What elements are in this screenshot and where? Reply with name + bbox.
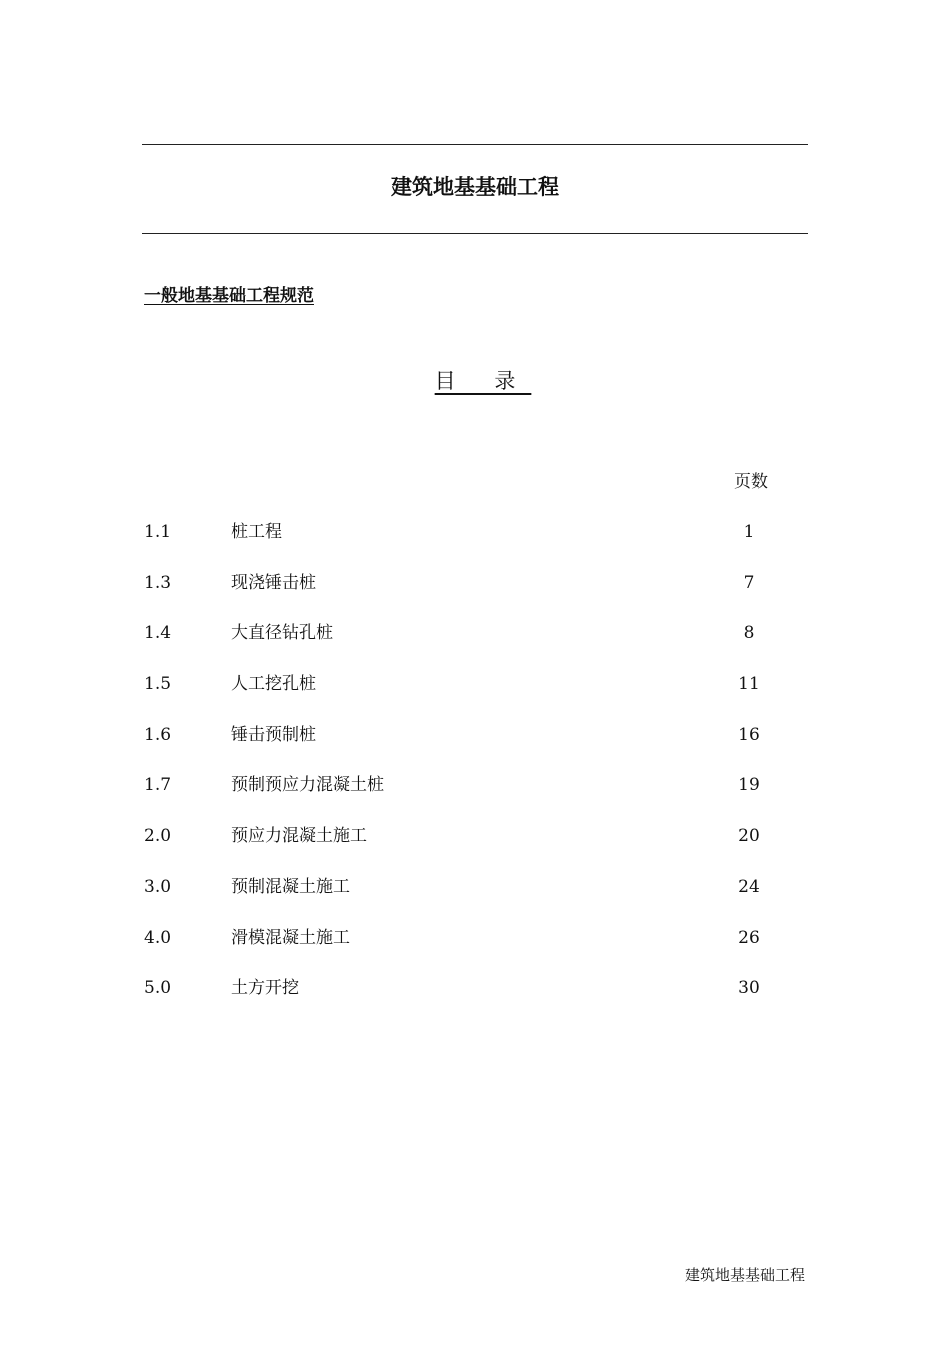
toc-entry xyxy=(0,570,950,621)
toc-entry-number: 2.0 xyxy=(144,826,172,847)
toc-list xyxy=(0,519,950,1026)
toc-entry-number: 5.0 xyxy=(144,978,172,999)
toc-entry-page: 8 xyxy=(743,623,755,644)
toc-entry-label: 预制混凝土施工 xyxy=(231,876,350,897)
toc-entry-number: 1.5 xyxy=(144,674,172,695)
toc-entry-number: 1.4 xyxy=(144,623,172,644)
toc-entry-page: 24 xyxy=(738,876,760,897)
toc-entry-number: 1.6 xyxy=(144,724,172,745)
document-title: 建筑地基基础工程 xyxy=(391,175,559,199)
toc-entry-label: 大直径钻孔桩 xyxy=(231,623,333,644)
toc-entry xyxy=(0,823,950,874)
toc-entry-page: 16 xyxy=(738,724,760,745)
section-heading: 一般地基基础工程规范 xyxy=(144,286,314,306)
toc-entry-page: 7 xyxy=(743,572,755,593)
toc-entry xyxy=(0,519,950,570)
toc-entry xyxy=(0,620,950,671)
toc-entry xyxy=(0,975,950,1026)
page-footer: 建筑地基基础工程 xyxy=(684,1266,805,1284)
title-bottom-rule xyxy=(142,233,808,234)
toc-entry-page: 11 xyxy=(738,674,760,695)
toc-entry-number: 1.7 xyxy=(144,775,172,796)
toc-entry-number: 1.1 xyxy=(144,522,172,542)
toc-entry-label: 现浇锤击桩 xyxy=(231,572,316,593)
toc-entry-page: 26 xyxy=(738,927,760,948)
toc-entry-number: 3.0 xyxy=(144,876,172,897)
toc-entry xyxy=(0,925,950,976)
toc-entry-number: 1.3 xyxy=(144,572,172,593)
title-top-rule xyxy=(142,144,808,145)
toc-entry xyxy=(0,722,950,773)
toc-entry-label: 人工挖孔桩 xyxy=(231,674,316,695)
toc-entry xyxy=(0,874,950,925)
toc-entry-label: 预应力混凝土施工 xyxy=(231,826,367,847)
toc-entry xyxy=(0,671,950,722)
toc-entry-number: 4.0 xyxy=(144,927,172,948)
toc-entry xyxy=(0,772,950,823)
toc-entry-page: 1 xyxy=(743,522,755,542)
toc-entry-page: 19 xyxy=(738,775,760,796)
toc-title: 目 录 xyxy=(434,369,532,393)
toc-entry-label: 桩工程 xyxy=(231,522,282,542)
toc-entry-label: 土方开挖 xyxy=(231,978,299,999)
toc-entry-label: 锤击预制桩 xyxy=(231,724,316,745)
page-column-header: 页数 xyxy=(734,472,768,492)
toc-entry-label: 滑模混凝土施工 xyxy=(231,927,350,948)
toc-entry-label: 预制预应力混凝土桩 xyxy=(231,775,384,796)
toc-entry-page: 30 xyxy=(738,978,760,999)
toc-entry-page: 20 xyxy=(738,826,760,847)
